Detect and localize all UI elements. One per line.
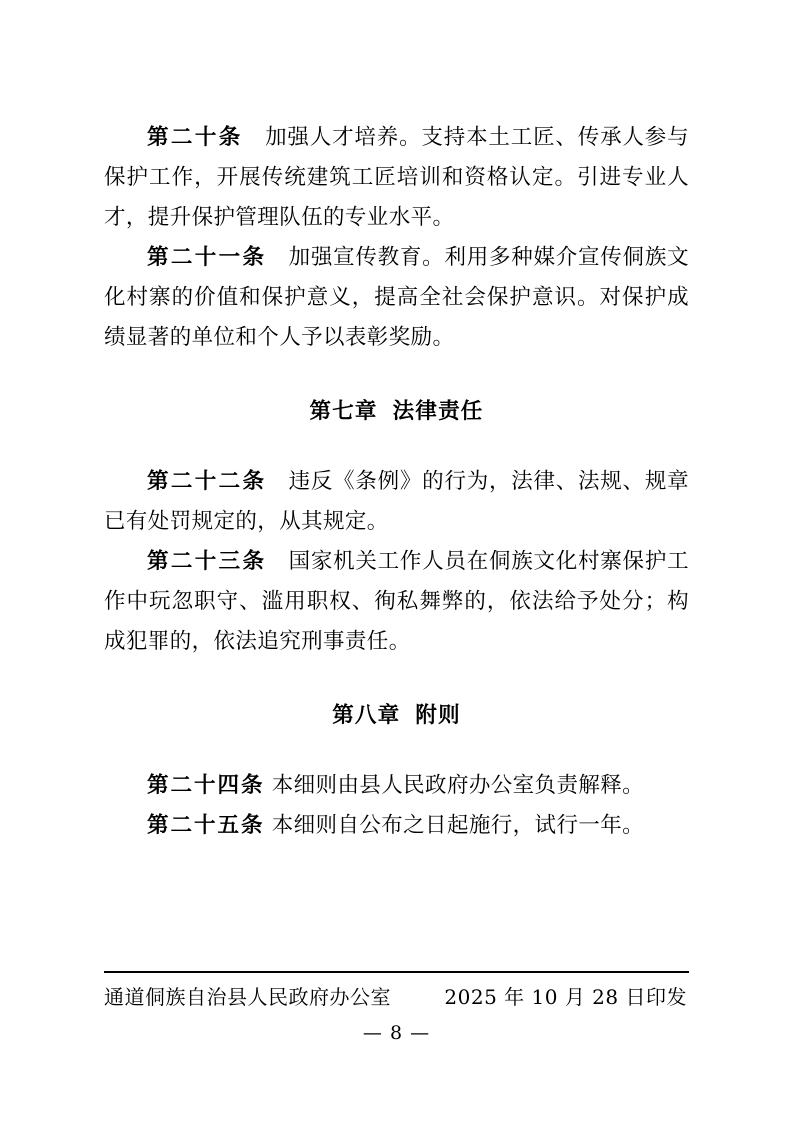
document-footer	[104, 971, 689, 1010]
article-20-label: 第二十条	[147, 125, 243, 150]
article-24-label: 第二十四条	[147, 773, 265, 798]
footer-issue-date: 2025 年 10 月 28 日印发	[444, 985, 687, 1009]
footer-issuer: 通道侗族自治县人民政府办公室	[104, 985, 391, 1009]
article-21-paragraph	[104, 238, 689, 358]
footer-divider	[104, 971, 689, 973]
chapter-8-number: 第八章	[332, 703, 401, 728]
footer-row	[104, 981, 689, 1010]
article-23-paragraph	[104, 542, 689, 662]
article-25-text: 本细则自公布之日起施行，试行一年。	[271, 813, 645, 838]
chapter-7-title: 法律责任	[392, 399, 484, 424]
article-22-paragraph	[104, 462, 689, 542]
chapter-8-heading	[104, 696, 689, 736]
chapter-7-number: 第七章	[309, 399, 378, 424]
document-body	[104, 118, 689, 846]
article-21-text: 加强宣传教育。利用多种媒介宣传侗族文化村寨的价值和保护意义，提高全社会保护意识。对保护成绩显著的单位和个人予以表彰奖励。	[104, 245, 689, 350]
article-24-paragraph	[104, 766, 689, 806]
article-23-label: 第二十三条	[147, 549, 267, 574]
chapter-8-title: 附则	[415, 703, 461, 728]
article-25-paragraph	[104, 806, 689, 846]
article-20-text: 加强人才培养。支持本土工匠、传承人参与保护工作，开展传统建筑工匠培训和资格认定。引进专业人才，提升保护管理队伍的专业水平。	[104, 125, 689, 230]
article-23-text: 国家机关工作人员在侗族文化村寨保护工作中玩忽职守、滥用职权、徇私舞弊的，依法给予处分；构成犯罪的，依法追究刑事责任。	[104, 549, 689, 654]
article-21-label: 第二十一条	[147, 245, 267, 270]
article-24-text: 本细则由县人民政府办公室负责解释。	[271, 773, 645, 798]
page-number: — 8 —	[362, 1022, 431, 1044]
chapter-7-heading	[104, 392, 689, 432]
article-22-text: 违反《条例》的行为，法律、法规、规章已有处罚规定的，从其规定。	[104, 469, 689, 534]
article-20-paragraph	[104, 118, 689, 238]
article-25-label: 第二十五条	[147, 813, 265, 838]
article-22-label: 第二十二条	[147, 469, 267, 494]
